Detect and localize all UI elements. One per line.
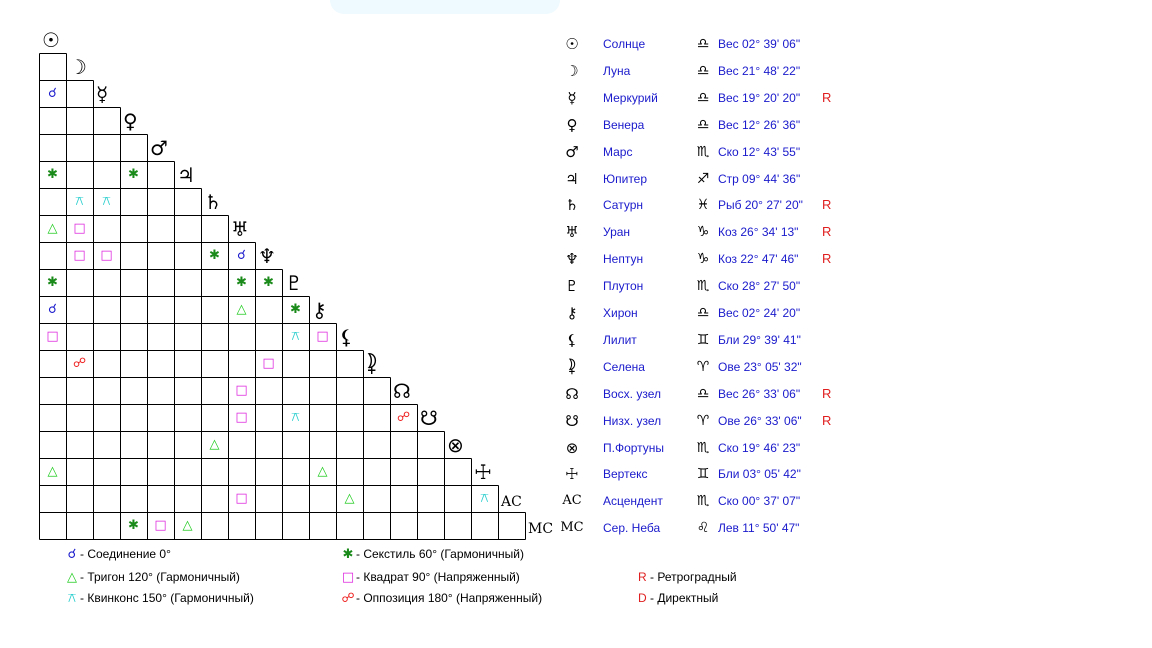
aspect-cell-quincunx: ⚻ xyxy=(291,410,300,425)
conjunction-icon: ☌ xyxy=(67,547,77,562)
zodiac-sign-icon: ♎ xyxy=(696,36,710,52)
legend-opposition: ☍- Оппозиция 180° (Напряженный) xyxy=(341,591,543,606)
planet-name: Плутон xyxy=(603,279,644,294)
aspect-cell-sextile: ✱ xyxy=(47,167,58,182)
zodiac-sign-icon: ♏ xyxy=(696,493,710,510)
planet-name: Сер. Неба xyxy=(603,521,661,536)
diagonal-glyph-0: ☉ xyxy=(42,28,60,52)
legend-trine: △ - Тригон 120° (Гармоничный) xyxy=(64,569,240,586)
zodiac-sign-icon: ♈ xyxy=(696,412,710,429)
planet-position: Ско 19° 46' 23" xyxy=(718,440,801,455)
aspect-cell-sextile: ✱ xyxy=(236,275,247,290)
planet-icon: ⚸ xyxy=(566,330,578,349)
retrograde-flag: R xyxy=(822,89,832,105)
legend-sextile: ✱ - Секстиль 60° (Гармоничный) xyxy=(340,546,524,563)
aspect-cell-trine: △ xyxy=(182,518,193,533)
planet-icon: ⊗ xyxy=(565,438,579,457)
planet-name: Низх. узел xyxy=(603,413,662,428)
zodiac-sign-icon: ♏ xyxy=(696,439,710,456)
planet-name: Вертекс xyxy=(603,467,648,482)
zodiac-sign-icon: ♎ xyxy=(696,385,710,402)
aspect-cell-square: □ xyxy=(235,491,248,506)
planet-name: Меркурий xyxy=(603,90,658,105)
zodiac-sign-icon: ♑ xyxy=(696,251,710,268)
planet-name: Юпитер xyxy=(603,171,648,186)
planet-name: Венера xyxy=(603,117,645,132)
zodiac-sign-icon: ♊ xyxy=(696,331,710,348)
diagonal-glyph-12: ⯝ xyxy=(366,352,378,376)
diagonal-glyph-17: AC xyxy=(501,494,522,510)
diagonal-glyph-15: ⊗ xyxy=(447,433,464,457)
planet-position: Вес 21° 48' 22" xyxy=(718,63,801,78)
planet-icon: ♂ xyxy=(565,142,579,161)
planet-name: Луна xyxy=(603,63,631,78)
aspect-cell-opposition: ☍ xyxy=(396,410,411,425)
retrograde-flag: R xyxy=(822,251,832,267)
aspect-cell-conjunction: ☌ xyxy=(237,248,246,263)
diagonal-glyph-2: ☿ xyxy=(96,82,109,106)
planet-position: Лев 11° 50' 47" xyxy=(718,521,800,536)
trine-icon: △ xyxy=(67,570,77,585)
aspect-cell-sextile: ✱ xyxy=(47,275,58,290)
aspect-cell-square: □ xyxy=(73,221,86,236)
retrograde-flag: R xyxy=(822,412,832,428)
planet-icon: ♇ xyxy=(565,277,579,296)
planet-position: Рыб 20° 27' 20" xyxy=(718,198,803,213)
aspect-cell-sextile: ✱ xyxy=(209,248,220,263)
planet-name: Нептун xyxy=(603,252,644,267)
planet-icon: ♆ xyxy=(565,250,579,269)
zodiac-sign-icon: ♎ xyxy=(696,305,710,321)
zodiac-sign-icon: ♎ xyxy=(696,62,710,79)
diagonal-glyph-3: ♀ xyxy=(123,109,138,133)
planet-icon: ☿ xyxy=(567,88,577,107)
planet-position: Вес 02° 39' 06" xyxy=(718,37,801,51)
quincunx-icon: ⚻ xyxy=(67,591,77,606)
zodiac-sign-icon: ♑ xyxy=(696,224,710,241)
aspect-cell-square: □ xyxy=(73,248,86,263)
aspect-cell-opposition: ☍ xyxy=(72,356,87,371)
zodiac-sign-icon: ♏ xyxy=(696,278,710,295)
zodiac-sign-icon: ♈ xyxy=(696,358,710,375)
zodiac-sign-icon: ♐ xyxy=(696,170,710,187)
planet-position: Вес 19° 20' 20" xyxy=(718,90,801,105)
retrograde-flag: R xyxy=(822,224,832,240)
diagonal-glyph-7: ♅ xyxy=(231,217,249,241)
planet-icon: ♄ xyxy=(565,196,579,215)
planet-position: Вес 26° 33' 06" xyxy=(718,386,801,401)
aspect-cell-trine: △ xyxy=(236,302,247,317)
planet-icon: ⯝ xyxy=(567,357,577,376)
planet-icon: ☋ xyxy=(565,411,579,430)
zodiac-sign-icon: ♏ xyxy=(696,143,710,160)
diagonal-glyph-1: ☽ xyxy=(69,55,87,79)
aspect-cell-quincunx: ⚻ xyxy=(102,194,111,209)
aspect-cell-quincunx: ⚻ xyxy=(291,329,300,344)
planet-name: Лилит xyxy=(603,332,637,347)
diagonal-glyph-4: ♂ xyxy=(150,136,168,160)
diagonal-glyph-18: MC xyxy=(528,521,554,537)
planet-name: Асцендент xyxy=(603,494,663,509)
aspect-cell-trine: △ xyxy=(317,464,328,479)
aspect-cell-trine: △ xyxy=(209,437,220,452)
aspect-cell-square: □ xyxy=(316,329,329,344)
diagonal-glyph-13: ☊ xyxy=(393,379,411,403)
aspect-cell-trine: △ xyxy=(344,491,355,506)
planet-icon: ⚷ xyxy=(566,304,578,322)
planet-position: Коз 22° 47' 46" xyxy=(718,252,799,267)
zodiac-sign-icon: ♓ xyxy=(696,197,710,214)
planet-name: Хирон xyxy=(603,306,638,320)
planet-icon: ♀ xyxy=(566,115,578,134)
planet-position: Бли 29° 39' 41" xyxy=(718,332,801,347)
aspect-cell-square: □ xyxy=(262,356,275,371)
planet-position: Бли 03° 05' 42" xyxy=(718,467,801,482)
planet-position: Ове 23° 05' 32" xyxy=(718,359,802,374)
diagonal-glyph-9: ♇ xyxy=(285,271,303,295)
planet-position: Ско 00° 37' 07" xyxy=(718,494,801,509)
aspect-cell-quincunx: ⚻ xyxy=(75,194,84,209)
planet-name: Сатурн xyxy=(603,198,644,213)
diagonal-glyph-8: ♆ xyxy=(258,244,276,268)
zodiac-sign-icon: ♊ xyxy=(696,466,710,483)
planet-position: Ско 28° 27' 50" xyxy=(718,279,801,294)
retrograde-flag: R xyxy=(822,385,832,401)
legend-quincunx: ⚻ - Квинконс 150° (Гармоничный) xyxy=(64,590,254,607)
planet-icon: ♅ xyxy=(565,223,579,242)
aspect-cell-sextile: ✱ xyxy=(263,275,274,290)
legend-conjunction: ☌ - Соединение 0° xyxy=(64,546,171,563)
legend-direct: D - Директный xyxy=(638,591,719,605)
zodiac-sign-icon: ♌ xyxy=(696,520,710,537)
planet-name: П.Фортуны xyxy=(603,440,665,455)
aspect-cell-conjunction: ☌ xyxy=(48,86,57,101)
legend-retrograde: R - Ретроградный xyxy=(638,570,737,584)
square-icon: □ xyxy=(341,570,355,585)
diagonal-glyph-5: ♃ xyxy=(177,163,195,187)
planet-icon: AC xyxy=(562,493,582,509)
planet-icon: ♃ xyxy=(565,169,579,188)
planet-icon: ☽ xyxy=(565,61,579,80)
aspect-cell-square: □ xyxy=(235,383,248,398)
planet-icon: ☉ xyxy=(565,35,579,53)
planet-position: Ове 26° 33' 06" xyxy=(718,413,802,428)
diagonal-glyph-6: ♄ xyxy=(204,190,222,214)
planet-icon: ☊ xyxy=(565,384,579,403)
planet-icon: MC xyxy=(560,520,584,536)
zodiac-sign-icon: ♎ xyxy=(696,89,710,106)
aspect-cell-square: □ xyxy=(154,518,167,533)
aspect-cell-conjunction: ☌ xyxy=(48,302,57,317)
planet-position: Вес 02° 24' 20" xyxy=(718,306,801,320)
sextile-icon: ✱ xyxy=(342,547,354,562)
retrograde-flag: R xyxy=(822,197,832,213)
legend-square: □ - Квадрат 90° (Напряженный) xyxy=(341,570,520,585)
planet-name: Солнце xyxy=(603,37,646,51)
planet-position: Стр 09° 44' 36" xyxy=(718,171,801,186)
planet-position: Коз 26° 34' 13" xyxy=(718,225,799,240)
planet-position: Ско 12° 43' 55" xyxy=(718,144,801,159)
aspect-cell-quincunx: ⚻ xyxy=(480,491,489,506)
zodiac-sign-icon: ♎ xyxy=(696,116,710,133)
diagonal-glyph-10: ⚷ xyxy=(312,298,327,322)
planet-position: Вес 12° 26' 36" xyxy=(718,117,801,132)
planet-name: Марс xyxy=(603,144,633,159)
planet-name: Восх. узел xyxy=(603,386,661,401)
aspect-cell-sextile: ✱ xyxy=(290,302,301,317)
planet-name: Уран xyxy=(603,225,631,240)
aspect-cell-trine: △ xyxy=(47,464,58,479)
aspect-cell-sextile: ✱ xyxy=(128,518,139,533)
aspect-cell-trine: △ xyxy=(47,221,58,236)
aspect-cell-square: □ xyxy=(100,248,113,263)
diagonal-glyph-16: ☩ xyxy=(474,460,492,484)
diagonal-glyph-11: ⚸ xyxy=(339,325,354,349)
aspect-cell-square: □ xyxy=(46,329,59,344)
aspect-cell-square: □ xyxy=(235,410,248,425)
aspect-cell-sextile: ✱ xyxy=(128,167,139,182)
planet-icon: ☩ xyxy=(565,465,579,484)
opposition-icon: ☍ xyxy=(341,591,355,606)
planet-name: Селена xyxy=(603,359,645,374)
diagonal-glyph-14: ☋ xyxy=(420,406,438,430)
